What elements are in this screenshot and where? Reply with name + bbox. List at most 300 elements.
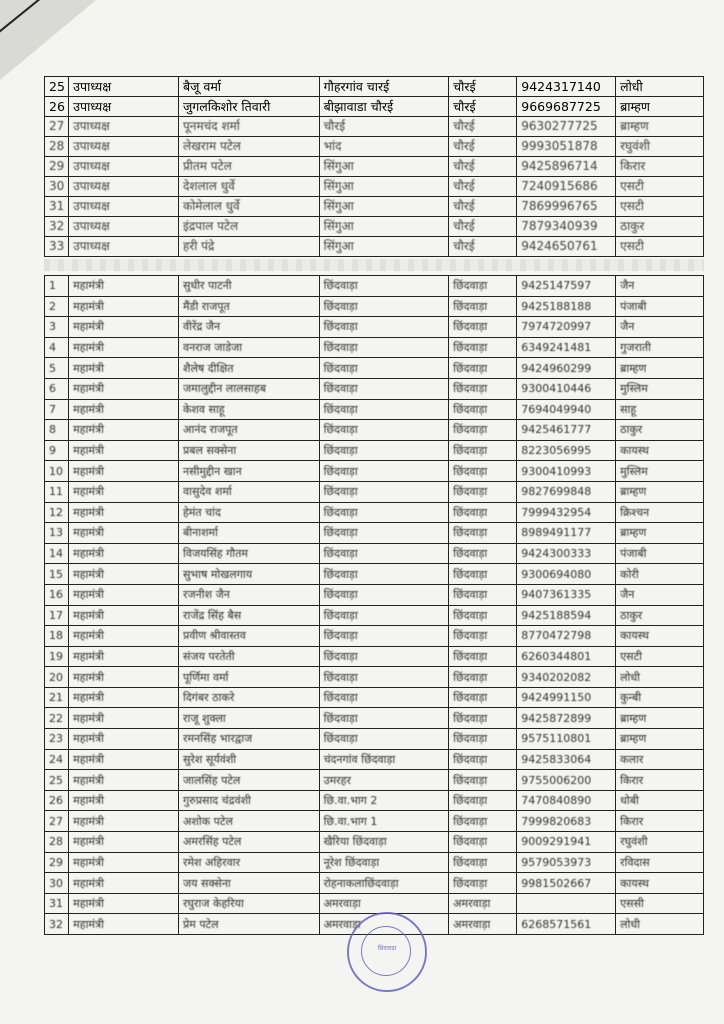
member-name-cell: बीनाशर्मा (178, 523, 319, 544)
address-cell: छिंदवाड़ा (319, 440, 449, 461)
serial-number-cell: 9 (45, 440, 69, 461)
block-cell: छिंदवाड़ा (449, 687, 517, 708)
block-cell: छिंदवाड़ा (449, 605, 517, 626)
post-cell: महामंत्री (69, 481, 179, 502)
table-row (45, 157, 704, 177)
caste-cell: रघुवंशी (616, 137, 704, 157)
caste-cell: कुन्बी (616, 687, 704, 708)
table-row (45, 832, 704, 853)
member-name-cell: हेमंत चांद (178, 502, 319, 523)
table-row (45, 77, 704, 97)
phone-number-cell: 7974720997 (517, 317, 616, 338)
block-cell: चौरई (449, 237, 517, 257)
post-cell: महामंत्री (69, 708, 179, 729)
member-name-cell: रघुराज केहरिया (178, 893, 319, 914)
table-row (45, 237, 704, 257)
table-row (45, 481, 704, 502)
table-row (45, 584, 704, 605)
caste-cell: किरार (616, 770, 704, 791)
block-cell: छिंदवाड़ा (449, 729, 517, 750)
document-sheet (44, 76, 704, 935)
serial-number-cell: 15 (45, 564, 69, 585)
table-row (45, 646, 704, 667)
address-cell: छिंदवाड़ा (319, 646, 449, 667)
table-row (45, 687, 704, 708)
serial-number-cell: 11 (45, 481, 69, 502)
table-row (45, 708, 704, 729)
caste-cell: पंजाबी (616, 296, 704, 317)
phone-number-cell (517, 893, 616, 914)
caste-cell: एसटी (616, 646, 704, 667)
serial-number-cell: 5 (45, 358, 69, 379)
phone-number-cell: 9425896714 (517, 157, 616, 177)
serial-number-cell: 31 (45, 893, 69, 914)
post-cell: महामंत्री (69, 626, 179, 647)
block-cell: छिंदवाड़ा (449, 543, 517, 564)
caste-cell: रघुवंशी (616, 832, 704, 853)
address-cell: सिंगुआ (319, 197, 449, 217)
member-name-cell: रमनसिंह भारद्वाज (178, 729, 319, 750)
phone-number-cell: 6268571561 (517, 914, 616, 935)
post-cell: उपाध्यक्ष (69, 157, 179, 177)
caste-cell: जैन (616, 276, 704, 297)
block-cell: छिंदवाड़ा (449, 790, 517, 811)
table-row (45, 137, 704, 157)
member-name-cell: आनंद राजपूत (178, 420, 319, 441)
address-cell: रोहनाकलाछिंदवाड़ा (319, 873, 449, 894)
block-cell: छिंदवाड़ा (449, 852, 517, 873)
post-cell: महामंत्री (69, 811, 179, 832)
post-cell: महामंत्री (69, 440, 179, 461)
member-name-cell: अशोक पटेल (178, 811, 319, 832)
phone-number-cell: 9425872899 (517, 708, 616, 729)
post-cell: उपाध्यक्ष (69, 177, 179, 197)
member-name-cell: शैलेष दीक्षित (178, 358, 319, 379)
member-name-cell: प्रीतम पटेल (178, 157, 319, 177)
address-cell: छिंदवाड़ा (319, 296, 449, 317)
phone-number-cell: 6349241481 (517, 337, 616, 358)
table-row (45, 378, 704, 399)
address-cell: चंदनगांव छिंदवाड़ा (319, 749, 449, 770)
section-divider (44, 259, 704, 271)
member-name-cell: राजू शुक्ला (178, 708, 319, 729)
caste-cell: क्रिश्चन (616, 502, 704, 523)
post-cell: महामंत्री (69, 337, 179, 358)
table-row (45, 873, 704, 894)
phone-number-cell: 9425833064 (517, 749, 616, 770)
serial-number-cell: 14 (45, 543, 69, 564)
phone-number-cell: 9827699848 (517, 481, 616, 502)
serial-number-cell: 28 (45, 832, 69, 853)
serial-number-cell: 26 (45, 97, 69, 117)
serial-number-cell: 21 (45, 687, 69, 708)
address-cell: छिंदवाड़ा (319, 523, 449, 544)
caste-cell: ब्राम्हण (616, 117, 704, 137)
member-name-cell: दिगंबर ठाकरे (178, 687, 319, 708)
block-cell: छिंदवाड़ा (449, 523, 517, 544)
block-cell: अमरवाड़ा (449, 893, 517, 914)
block-cell: छिंदवाड़ा (449, 502, 517, 523)
serial-number-cell: 3 (45, 317, 69, 338)
table-row (45, 626, 704, 647)
block-cell: छिंदवाड़ा (449, 811, 517, 832)
address-cell: सिंगुआ (319, 217, 449, 237)
phone-number-cell: 9579053973 (517, 852, 616, 873)
phone-number-cell: 9009291941 (517, 832, 616, 853)
serial-number-cell: 29 (45, 852, 69, 873)
block-cell: छिंदवाड़ा (449, 584, 517, 605)
caste-cell: एसटी (616, 237, 704, 257)
block-cell: चौरई (449, 217, 517, 237)
address-cell: खैरिया छिंदवाड़ा (319, 832, 449, 853)
post-cell: महामंत्री (69, 605, 179, 626)
block-cell: चौरई (449, 197, 517, 217)
member-name-cell: इंद्रपाल पटेल (178, 217, 319, 237)
member-name-cell: रमेश अहिरवार (178, 852, 319, 873)
address-cell: छिंदवाड़ा (319, 708, 449, 729)
table-row (45, 420, 704, 441)
table-row (45, 729, 704, 750)
phone-number-cell: 9340202082 (517, 667, 616, 688)
serial-number-cell: 25 (45, 770, 69, 791)
post-cell: उपाध्यक्ष (69, 117, 179, 137)
caste-cell: ब्राम्हण (616, 97, 704, 117)
phone-number-cell: 9630277725 (517, 117, 616, 137)
serial-number-cell: 25 (45, 77, 69, 97)
official-seal-stamp (347, 912, 427, 992)
serial-number-cell: 17 (45, 605, 69, 626)
caste-cell: लोधी (616, 667, 704, 688)
serial-number-cell: 7 (45, 399, 69, 420)
phone-number-cell: 7879340939 (517, 217, 616, 237)
caste-cell: लोधी (616, 77, 704, 97)
block-cell: छिंदवाड़ा (449, 749, 517, 770)
serial-number-cell: 12 (45, 502, 69, 523)
caste-cell: कोरी (616, 564, 704, 585)
phone-number-cell: 7470840890 (517, 790, 616, 811)
caste-cell: गुजराती (616, 337, 704, 358)
table-row (45, 358, 704, 379)
address-cell: चौरई (319, 117, 449, 137)
phone-number-cell: 7999432954 (517, 502, 616, 523)
address-cell: बीझावाडा चौरई (319, 97, 449, 117)
caste-cell: जैन (616, 317, 704, 338)
serial-number-cell: 31 (45, 197, 69, 217)
caste-cell: मुस्लिम (616, 378, 704, 399)
block-cell: छिंदवाड़ा (449, 667, 517, 688)
address-cell: छि.वा.भाग 2 (319, 790, 449, 811)
block-cell: चौरई (449, 157, 517, 177)
address-cell: अमरवाड़ा (319, 914, 449, 935)
block-cell: चौरई (449, 77, 517, 97)
table-row (45, 337, 704, 358)
member-name-cell: अमरसिंह पटेल (178, 832, 319, 853)
caste-cell: धोबी (616, 790, 704, 811)
post-cell: उपाध्यक्ष (69, 137, 179, 157)
member-name-cell: संजय परतेती (178, 646, 319, 667)
seal-text: छिंदवाड़ा (377, 945, 397, 952)
block-cell: छिंदवाड़ा (449, 420, 517, 441)
phone-number-cell: 9424991150 (517, 687, 616, 708)
post-cell: महामंत्री (69, 420, 179, 441)
caste-cell: रविदास (616, 852, 704, 873)
phone-number-cell: 9755006200 (517, 770, 616, 791)
address-cell: छिंदवाड़ा (319, 502, 449, 523)
serial-number-cell: 24 (45, 749, 69, 770)
table-row (45, 317, 704, 338)
address-cell: छिंदवाड़ा (319, 317, 449, 338)
post-cell: महामंत्री (69, 667, 179, 688)
phone-number-cell: 9424317140 (517, 77, 616, 97)
address-cell: उमरहर (319, 770, 449, 791)
table-row (45, 543, 704, 564)
caste-cell: ब्राम्हण (616, 523, 704, 544)
caste-cell: कायस्थ (616, 626, 704, 647)
table-row (45, 276, 704, 297)
serial-number-cell: 4 (45, 337, 69, 358)
member-name-cell: वीरेंद्र जैन (178, 317, 319, 338)
post-cell: उपाध्यक्ष (69, 197, 179, 217)
serial-number-cell: 28 (45, 137, 69, 157)
serial-number-cell: 16 (45, 584, 69, 605)
phone-number-cell: 9575110801 (517, 729, 616, 750)
post-cell: उपाध्यक्ष (69, 97, 179, 117)
address-cell: छिंदवाड़ा (319, 399, 449, 420)
address-cell: छिंदवाड़ा (319, 420, 449, 441)
serial-number-cell: 1 (45, 276, 69, 297)
address-cell: छिंदवाड़ा (319, 337, 449, 358)
table-row (45, 852, 704, 873)
vice-president-table (44, 76, 704, 257)
post-cell: महामंत्री (69, 873, 179, 894)
post-cell: महामंत्री (69, 378, 179, 399)
table-row (45, 605, 704, 626)
caste-cell: ब्राम्हण (616, 358, 704, 379)
post-cell: महामंत्री (69, 729, 179, 750)
phone-number-cell: 9424300333 (517, 543, 616, 564)
phone-number-cell: 9425188188 (517, 296, 616, 317)
serial-number-cell: 27 (45, 811, 69, 832)
table-row (45, 523, 704, 544)
address-cell: नूरेश छिंदवाड़ा (319, 852, 449, 873)
block-cell: चौरई (449, 117, 517, 137)
address-cell: छिंदवाड़ा (319, 481, 449, 502)
address-cell: छिंदवाड़ा (319, 605, 449, 626)
caste-cell: एससी (616, 893, 704, 914)
serial-number-cell: 29 (45, 157, 69, 177)
phone-number-cell: 7869996765 (517, 197, 616, 217)
phone-number-cell: 8770472798 (517, 626, 616, 647)
caste-cell: कायस्थ (616, 440, 704, 461)
caste-cell: किरार (616, 157, 704, 177)
block-cell: छिंदवाड़ा (449, 461, 517, 482)
table-row (45, 461, 704, 482)
member-name-cell: सुरेश सूर्यवंशी (178, 749, 319, 770)
post-cell: महामंत्री (69, 296, 179, 317)
block-cell: चौरई (449, 177, 517, 197)
member-name-cell: वासुदेव शर्मा (178, 481, 319, 502)
serial-number-cell: 22 (45, 708, 69, 729)
serial-number-cell: 33 (45, 237, 69, 257)
table-row (45, 811, 704, 832)
table-row (45, 749, 704, 770)
phone-number-cell: 7240915686 (517, 177, 616, 197)
phone-number-cell: 7999820683 (517, 811, 616, 832)
serial-number-cell: 27 (45, 117, 69, 137)
post-cell: उपाध्यक्ष (69, 217, 179, 237)
member-name-cell: बैजू वर्मा (178, 77, 319, 97)
post-cell: महामंत्री (69, 358, 179, 379)
block-cell: छिंदवाड़ा (449, 873, 517, 894)
address-cell: छिंदवाड़ा (319, 276, 449, 297)
member-name-cell: प्रवीण श्रीवास्तव (178, 626, 319, 647)
table-row (45, 893, 704, 914)
caste-cell: लोधी (616, 914, 704, 935)
address-cell: भांद (319, 137, 449, 157)
block-cell: छिंदवाड़ा (449, 481, 517, 502)
phone-number-cell: 9424650761 (517, 237, 616, 257)
address-cell: छि.वा.भाग 1 (319, 811, 449, 832)
address-cell: छिंदवाड़ा (319, 687, 449, 708)
caste-cell: कायस्थ (616, 873, 704, 894)
member-name-cell: राजेंद्र सिंह बैस (178, 605, 319, 626)
member-name-cell: वनराज जाडेजा (178, 337, 319, 358)
post-cell: उपाध्यक्ष (69, 237, 179, 257)
phone-number-cell: 9300410446 (517, 378, 616, 399)
phone-number-cell: 9425147597 (517, 276, 616, 297)
post-cell: महामंत्री (69, 564, 179, 585)
caste-cell: पंजाबी (616, 543, 704, 564)
block-cell: चौरई (449, 97, 517, 117)
table-row (45, 790, 704, 811)
address-cell: छिंदवाड़ा (319, 667, 449, 688)
serial-number-cell: 32 (45, 914, 69, 935)
member-name-cell: सुधीर पाटनी (178, 276, 319, 297)
caste-cell: किरार (616, 811, 704, 832)
block-cell: छिंदवाड़ा (449, 337, 517, 358)
serial-number-cell: 6 (45, 378, 69, 399)
phone-number-cell: 8223056995 (517, 440, 616, 461)
post-cell: महामंत्री (69, 893, 179, 914)
phone-number-cell: 9300410993 (517, 461, 616, 482)
table-row (45, 667, 704, 688)
post-cell: महामंत्री (69, 914, 179, 935)
serial-number-cell: 10 (45, 461, 69, 482)
member-name-cell: जालसिंह पटेल (178, 770, 319, 791)
block-cell: छिंदवाड़ा (449, 646, 517, 667)
caste-cell: ठाकुर (616, 605, 704, 626)
phone-number-cell: 9993051878 (517, 137, 616, 157)
post-cell: महामंत्री (69, 543, 179, 564)
folded-page-corner (0, 0, 96, 80)
caste-cell: एसटी (616, 177, 704, 197)
post-cell: महामंत्री (69, 399, 179, 420)
serial-number-cell: 26 (45, 790, 69, 811)
post-cell: महामंत्री (69, 749, 179, 770)
phone-number-cell: 9407361335 (517, 584, 616, 605)
caste-cell: मुस्लिम (616, 461, 704, 482)
member-name-cell: प्रेम पटेल (178, 914, 319, 935)
post-cell: महामंत्री (69, 687, 179, 708)
table-row (45, 197, 704, 217)
address-cell: सिंगुआ (319, 177, 449, 197)
member-name-cell: विजयसिंह गौतम (178, 543, 319, 564)
member-name-cell: प्रबल सक्सेना (178, 440, 319, 461)
table-row (45, 502, 704, 523)
post-cell: महामंत्री (69, 770, 179, 791)
serial-number-cell: 30 (45, 177, 69, 197)
address-cell: छिंदवाड़ा (319, 729, 449, 750)
post-cell: महामंत्री (69, 832, 179, 853)
post-cell: महामंत्री (69, 584, 179, 605)
block-cell: छिंदवाड़ा (449, 296, 517, 317)
table-row (45, 97, 704, 117)
post-cell: महामंत्री (69, 502, 179, 523)
block-cell: छिंदवाड़ा (449, 378, 517, 399)
phone-number-cell: 9424960299 (517, 358, 616, 379)
member-name-cell: सुभाष मोखलगाय (178, 564, 319, 585)
post-cell: महामंत्री (69, 523, 179, 544)
address-cell: छिंदवाड़ा (319, 626, 449, 647)
member-name-cell: जय सक्सेना (178, 873, 319, 894)
block-cell: छिंदवाड़ा (449, 770, 517, 791)
phone-number-cell: 9425461777 (517, 420, 616, 441)
member-name-cell: कोमेलाल धुर्वे (178, 197, 319, 217)
caste-cell: ब्राम्हण (616, 708, 704, 729)
member-name-cell: लेखराम पटेल (178, 137, 319, 157)
general-secretary-table (44, 275, 704, 935)
phone-number-cell: 7694049940 (517, 399, 616, 420)
table-row (45, 440, 704, 461)
serial-number-cell: 20 (45, 667, 69, 688)
post-cell: महामंत्री (69, 790, 179, 811)
table-row (45, 399, 704, 420)
block-cell: चौरई (449, 137, 517, 157)
post-cell: महामंत्री (69, 852, 179, 873)
caste-cell: ठाकुर (616, 217, 704, 237)
post-cell: महामंत्री (69, 276, 179, 297)
post-cell: महामंत्री (69, 646, 179, 667)
caste-cell: ब्राम्हण (616, 481, 704, 502)
member-name-cell: नसीमुद्दीन खान (178, 461, 319, 482)
table-row (45, 117, 704, 137)
phone-number-cell: 6260344801 (517, 646, 616, 667)
address-cell: अमरवाड़ा (319, 893, 449, 914)
block-cell: छिंदवाड़ा (449, 564, 517, 585)
address-cell: छिंदवाड़ा (319, 564, 449, 585)
block-cell: छिंदवाड़ा (449, 832, 517, 853)
post-cell: महामंत्री (69, 317, 179, 338)
block-cell: छिंदवाड़ा (449, 317, 517, 338)
address-cell: सिंगुआ (319, 157, 449, 177)
member-name-cell: गुरुप्रसाद चंद्रवंशी (178, 790, 319, 811)
caste-cell: ब्राम्हण (616, 729, 704, 750)
caste-cell: ठाकुर (616, 420, 704, 441)
block-cell: छिंदवाड़ा (449, 276, 517, 297)
block-cell: छिंदवाड़ा (449, 708, 517, 729)
phone-number-cell: 9425188594 (517, 605, 616, 626)
address-cell: छिंदवाड़ा (319, 378, 449, 399)
member-name-cell: जुगलकिशोर तिवारी (178, 97, 319, 117)
table-row (45, 296, 704, 317)
post-cell: महामंत्री (69, 461, 179, 482)
table-row (45, 177, 704, 197)
phone-number-cell: 9300694080 (517, 564, 616, 585)
caste-cell: कलार (616, 749, 704, 770)
table-row (45, 217, 704, 237)
serial-number-cell: 18 (45, 626, 69, 647)
block-cell: छिंदवाड़ा (449, 358, 517, 379)
